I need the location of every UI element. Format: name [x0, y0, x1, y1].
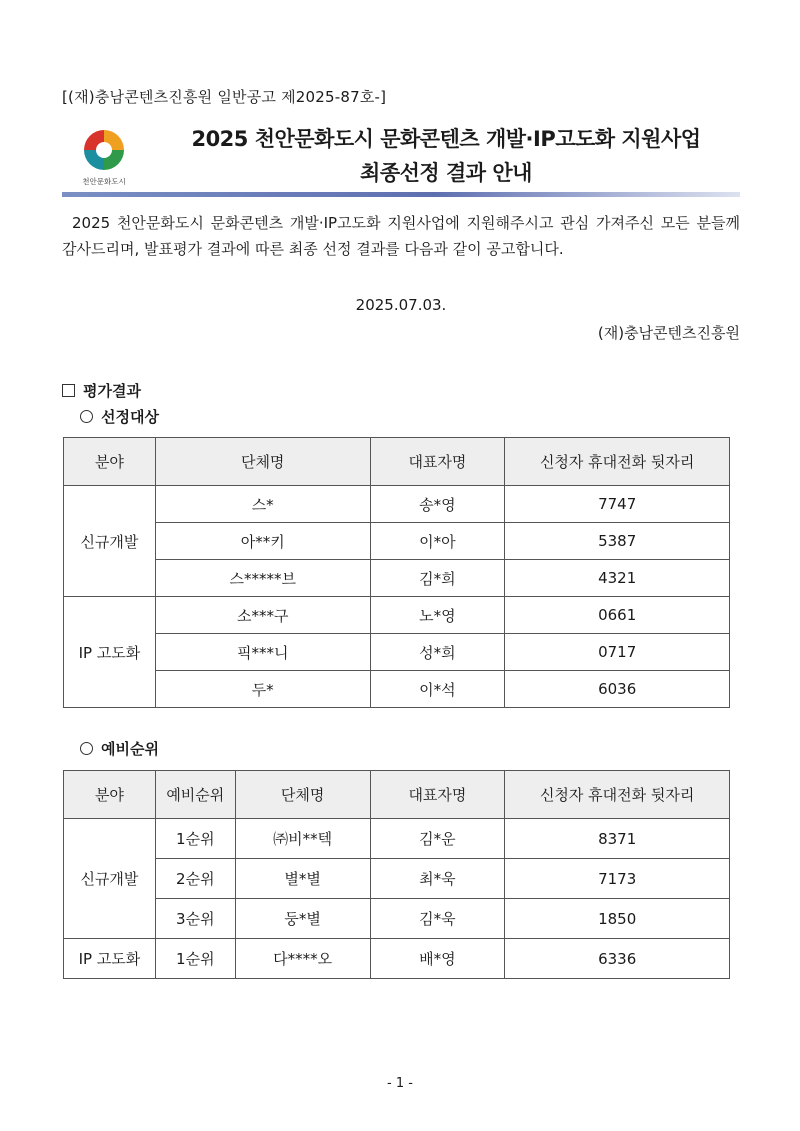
header	[62, 122, 740, 194]
header-rep: 대표자명	[370, 771, 505, 819]
phone-cell: 5387	[505, 523, 730, 560]
rep-cell: 이*아	[370, 523, 505, 560]
phone-cell: 6036	[505, 671, 730, 708]
circle-bullet-icon	[80, 410, 93, 423]
selected-table	[63, 437, 730, 708]
rep-cell: 김*희	[370, 560, 505, 597]
logo-text: 천안문화도시	[82, 177, 126, 186]
header-rank: 예비순위	[155, 771, 235, 819]
phone-cell: 0661	[505, 597, 730, 634]
field-cell: IP 고도화	[64, 939, 156, 979]
phone-cell: 1850	[505, 899, 730, 939]
subsection-selected: 선정대상	[80, 406, 159, 427]
org-cell: 다****오	[235, 939, 370, 979]
org-cell: 픽***니	[155, 634, 370, 671]
phone-cell: 8371	[505, 819, 730, 859]
table-row	[64, 486, 730, 523]
issuer-name: (재)충남콘텐츠진흥원	[597, 324, 740, 342]
header-field: 분야	[64, 771, 156, 819]
subsection-reserve: 예비순위	[80, 738, 159, 759]
table-row	[64, 671, 730, 708]
field-cell: 신규개발	[64, 819, 156, 939]
header-phone: 신청자 휴대전화 뒷자리	[505, 438, 730, 486]
rank-cell: 1순위	[155, 819, 235, 859]
table-row	[64, 597, 730, 634]
table-row	[64, 634, 730, 671]
reserve-table	[63, 770, 730, 979]
rep-cell: 송*영	[370, 486, 505, 523]
table-row	[64, 819, 730, 859]
rep-cell: 노*영	[370, 597, 505, 634]
header-field: 분야	[64, 438, 156, 486]
org-cell: 둥*별	[235, 899, 370, 939]
table-row	[64, 859, 730, 899]
table-row	[64, 523, 730, 560]
org-cell: 소***구	[155, 597, 370, 634]
phone-cell: 0717	[505, 634, 730, 671]
title-line-2: 최종선정 결과 안내	[360, 161, 532, 185]
phone-cell: 7173	[505, 859, 730, 899]
rep-cell: 배*영	[370, 939, 505, 979]
phone-cell: 7747	[505, 486, 730, 523]
org-cell: 두*	[155, 671, 370, 708]
table-row	[64, 899, 730, 939]
rep-cell: 성*희	[370, 634, 505, 671]
rep-cell: 이*석	[370, 671, 505, 708]
rank-cell: 1순위	[155, 939, 235, 979]
table-header-row	[64, 438, 730, 486]
title-divider	[62, 192, 740, 197]
page-title	[152, 122, 740, 190]
field-cell: 신규개발	[64, 486, 156, 597]
table-header-row	[64, 771, 730, 819]
page-number: - 1 -	[387, 1076, 413, 1091]
notice-number: [(재)충남콘텐츠진흥원 일반공고 제2025-87호-]	[62, 88, 387, 106]
checkbox-square-icon	[62, 384, 75, 397]
section-evaluation-results: 평가결과	[62, 380, 141, 401]
announcement-date: 2025.07.03.	[355, 296, 447, 314]
rank-cell: 3순위	[155, 899, 235, 939]
org-cell: 스*****브	[155, 560, 370, 597]
table-row	[64, 560, 730, 597]
header-org: 단체명	[155, 438, 370, 486]
logo	[72, 126, 136, 190]
rep-cell: 김*운	[370, 819, 505, 859]
rank-cell: 2순위	[155, 859, 235, 899]
phone-cell: 4321	[505, 560, 730, 597]
org-cell: 스*	[155, 486, 370, 523]
org-cell: 아**키	[155, 523, 370, 560]
title-line-1: 2025 천안문화도시 문화콘텐츠 개발·IP고도화 지원사업	[191, 127, 701, 151]
header-rep: 대표자명	[370, 438, 505, 486]
phone-cell: 6336	[505, 939, 730, 979]
rep-cell: 김*욱	[370, 899, 505, 939]
org-cell: 별*별	[235, 859, 370, 899]
org-cell: ㈜비**텍	[235, 819, 370, 859]
logo-mark-icon	[80, 126, 128, 174]
intro-paragraph: 2025 천안문화도시 문화콘텐츠 개발·IP고도화 지원사업에 지원해주시고 관심 가져주신 모든 분들께 감사드리며, 발표평가 결과에 따른 최종 선정 결과를 다음과 같이 공고합니다.	[62, 214, 740, 258]
circle-bullet-icon	[80, 742, 93, 755]
header-phone: 신청자 휴대전화 뒷자리	[505, 771, 730, 819]
rep-cell: 최*욱	[370, 859, 505, 899]
field-cell: IP 고도화	[64, 597, 156, 708]
header-org: 단체명	[235, 771, 370, 819]
table-row	[64, 939, 730, 979]
